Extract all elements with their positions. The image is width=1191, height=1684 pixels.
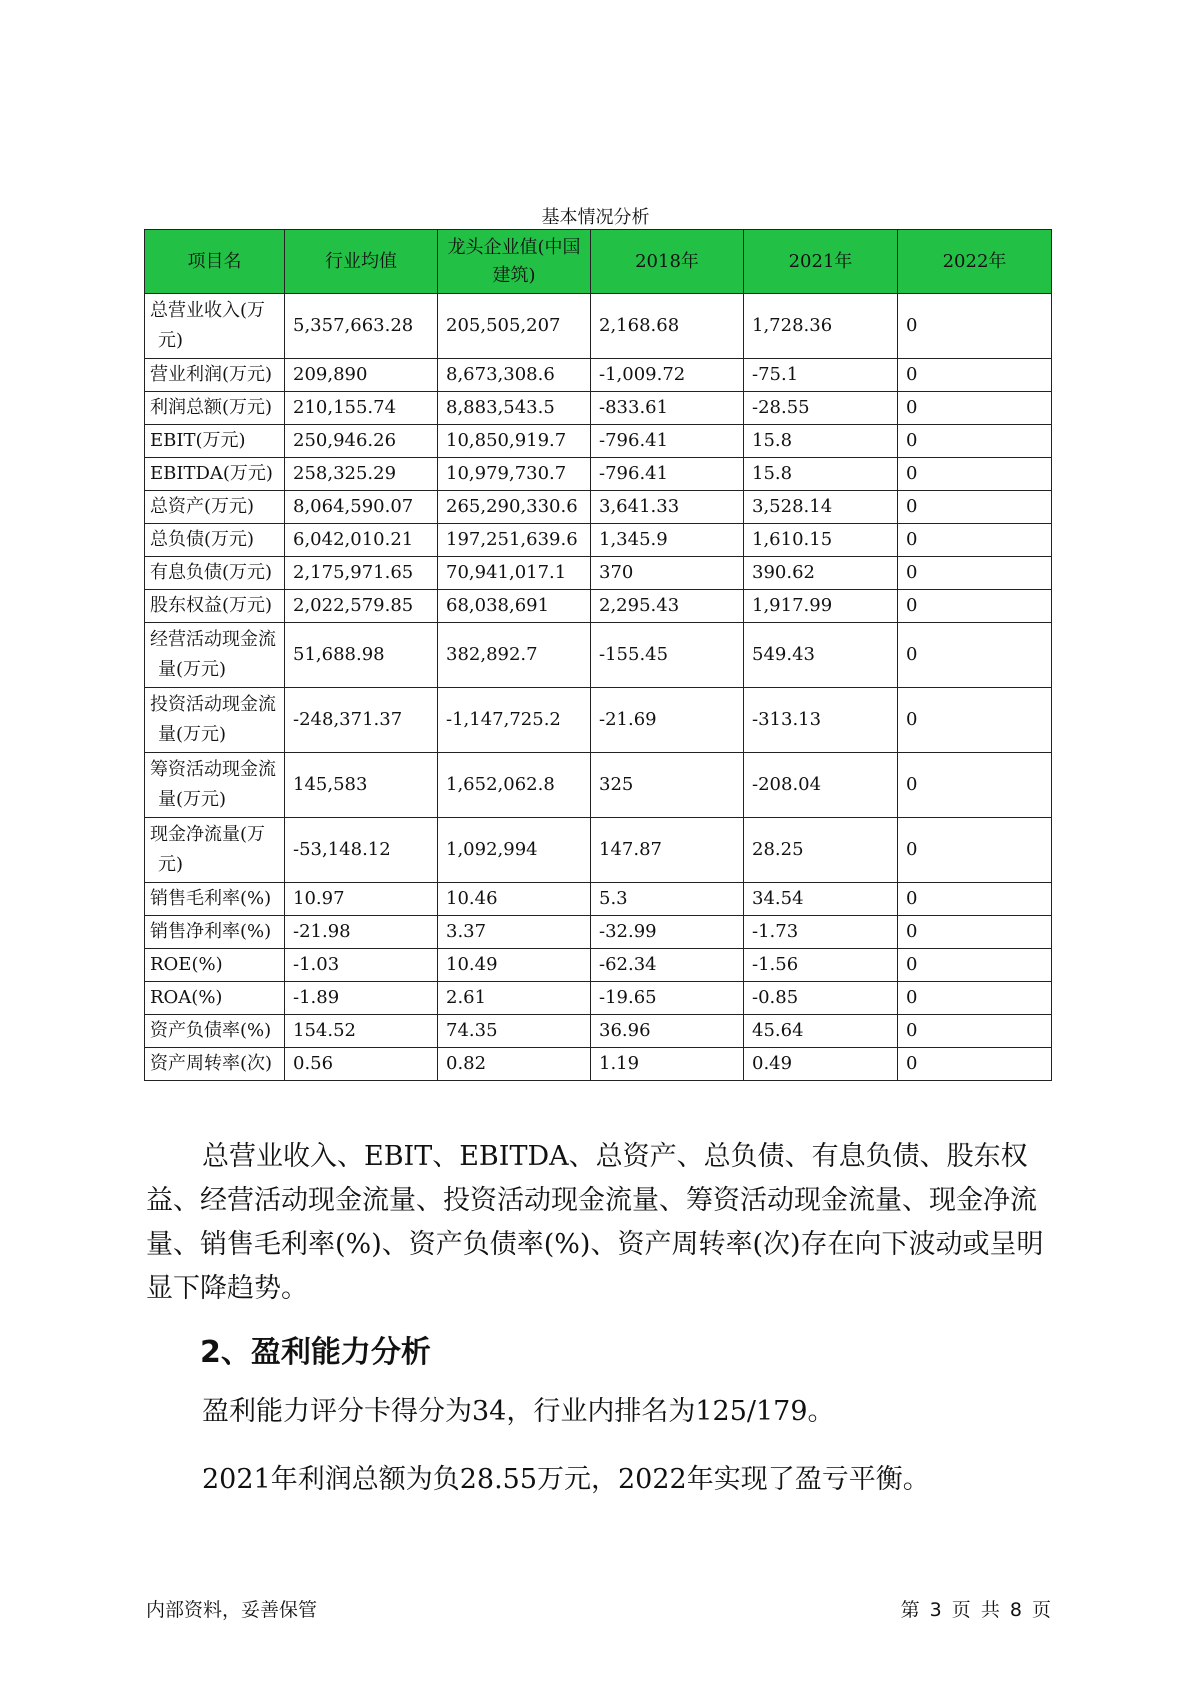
table-cell: -1.56 bbox=[744, 949, 898, 982]
table-cell: 145,583 bbox=[285, 753, 438, 818]
table-cell: 0.56 bbox=[285, 1048, 438, 1081]
row-label bbox=[145, 458, 285, 491]
footer-page-number: 第 3 页 共 8 页 bbox=[900, 1599, 1051, 1621]
table-cell: -28.55 bbox=[744, 392, 898, 425]
row-label-text: 有息负债(万元) bbox=[150, 562, 273, 583]
table-cell: 2,168.68 bbox=[591, 294, 744, 359]
table-cell: -53,148.12 bbox=[285, 818, 438, 883]
table-cell: 5.3 bbox=[591, 883, 744, 916]
table-row bbox=[145, 883, 1052, 916]
row-label-text: 筹资活动现金流量(万元) bbox=[150, 759, 276, 810]
row-label-text: 总负债(万元) bbox=[150, 529, 255, 550]
profit-paragraph: 2021年利润总额为负28.55万元，2022年实现了盈亏平衡。 bbox=[202, 1464, 930, 1495]
table-cell: 36.96 bbox=[591, 1015, 744, 1048]
table-cell: 549.43 bbox=[744, 623, 898, 688]
table-cell: 0 bbox=[898, 753, 1052, 818]
table-cell: 2.61 bbox=[438, 982, 591, 1015]
table-row bbox=[145, 623, 1052, 688]
table-cell: 28.25 bbox=[744, 818, 898, 883]
table-cell: 1,917.99 bbox=[744, 590, 898, 623]
row-label-text: 股东权益(万元) bbox=[150, 595, 273, 616]
row-label bbox=[145, 524, 285, 557]
table-cell: 15.8 bbox=[744, 458, 898, 491]
table-cell: 390.62 bbox=[744, 557, 898, 590]
table-row bbox=[145, 294, 1052, 359]
row-label-text: 总营业收入(万元) bbox=[150, 300, 266, 351]
table-cell: 209,890 bbox=[285, 359, 438, 392]
table-cell: 0 bbox=[898, 491, 1052, 524]
table-cell: -0.85 bbox=[744, 982, 898, 1015]
table-cell: 0 bbox=[898, 623, 1052, 688]
table-row bbox=[145, 425, 1052, 458]
basic-analysis-table bbox=[144, 229, 1052, 1081]
table-row bbox=[145, 1048, 1052, 1081]
table-cell: 70,941,017.1 bbox=[438, 557, 591, 590]
table-cell: 1,652,062.8 bbox=[438, 753, 591, 818]
table-cell: 0 bbox=[898, 883, 1052, 916]
table-row bbox=[145, 590, 1052, 623]
row-label-text: EBITDA(万元) bbox=[150, 463, 273, 484]
table-cell: 10.97 bbox=[285, 883, 438, 916]
row-label-text: EBIT(万元) bbox=[150, 430, 246, 451]
row-label-text: 利润总额(万元) bbox=[150, 397, 273, 418]
table-cell: 10.49 bbox=[438, 949, 591, 982]
row-label-text: 销售毛利率(%) bbox=[150, 888, 272, 909]
table-cell: 8,064,590.07 bbox=[285, 491, 438, 524]
table-cell: -248,371.37 bbox=[285, 688, 438, 753]
col-header-2018: 2018年 bbox=[591, 230, 744, 294]
table-cell: 8,673,308.6 bbox=[438, 359, 591, 392]
table-cell: 0 bbox=[898, 359, 1052, 392]
table-cell: 0 bbox=[898, 1015, 1052, 1048]
table-cell: 2,295.43 bbox=[591, 590, 744, 623]
table-cell: 0 bbox=[898, 425, 1052, 458]
row-label bbox=[145, 949, 285, 982]
table-cell: 370 bbox=[591, 557, 744, 590]
table-cell: 8,883,543.5 bbox=[438, 392, 591, 425]
table-header-row bbox=[145, 230, 1052, 294]
row-label bbox=[145, 392, 285, 425]
row-label-text: 营业利润(万元) bbox=[150, 364, 273, 385]
table-cell: 1,092,994 bbox=[438, 818, 591, 883]
table-cell: 1,728.36 bbox=[744, 294, 898, 359]
row-label bbox=[145, 1015, 285, 1048]
table-cell: 1,610.15 bbox=[744, 524, 898, 557]
table-cell: 0 bbox=[898, 294, 1052, 359]
table-cell: -1,009.72 bbox=[591, 359, 744, 392]
table-cell: -833.61 bbox=[591, 392, 744, 425]
table-cell: -313.13 bbox=[744, 688, 898, 753]
table-cell: 325 bbox=[591, 753, 744, 818]
row-label-text: 资产负债率(%) bbox=[150, 1020, 272, 1041]
row-label bbox=[145, 557, 285, 590]
table-cell: -62.34 bbox=[591, 949, 744, 982]
row-label-text: 现金净流量(万元) bbox=[150, 824, 266, 875]
table-cell: -75.1 bbox=[744, 359, 898, 392]
table-cell: 0 bbox=[898, 557, 1052, 590]
row-label-text: 经营活动现金流量(万元) bbox=[150, 629, 276, 680]
table-cell: 0 bbox=[898, 688, 1052, 753]
footer-confidential: 内部资料，妥善保管 bbox=[146, 1599, 318, 1621]
table-cell: 265,290,330.6 bbox=[438, 491, 591, 524]
col-header-item: 项目名 bbox=[145, 230, 285, 294]
table-cell: 3,528.14 bbox=[744, 491, 898, 524]
col-header-industry-avg: 行业均值 bbox=[285, 230, 438, 294]
table-row bbox=[145, 818, 1052, 883]
row-label-text: 总资产(万元) bbox=[150, 496, 255, 517]
table-cell: 197,251,639.6 bbox=[438, 524, 591, 557]
table-cell: 205,505,207 bbox=[438, 294, 591, 359]
row-label-text: ROE(%) bbox=[150, 954, 223, 975]
table-cell: 0.49 bbox=[744, 1048, 898, 1081]
table-row bbox=[145, 392, 1052, 425]
col-header-leader-value: 龙头企业值(中国建筑) bbox=[438, 230, 591, 294]
table-row bbox=[145, 949, 1052, 982]
table-row bbox=[145, 753, 1052, 818]
score-paragraph: 盈利能力评分卡得分为34，行业内排名为125/179。 bbox=[202, 1396, 835, 1427]
row-label-text: ROA(%) bbox=[150, 987, 223, 1008]
row-label bbox=[145, 1048, 285, 1081]
row-label-text: 投资活动现金流量(万元) bbox=[150, 694, 276, 745]
table-cell: -1,147,725.2 bbox=[438, 688, 591, 753]
table-cell: -19.65 bbox=[591, 982, 744, 1015]
table-cell: 0 bbox=[898, 1048, 1052, 1081]
table-cell: -1.89 bbox=[285, 982, 438, 1015]
table-cell: 3,641.33 bbox=[591, 491, 744, 524]
table-cell: 68,038,691 bbox=[438, 590, 591, 623]
table-cell: 210,155.74 bbox=[285, 392, 438, 425]
table-cell: 0 bbox=[898, 818, 1052, 883]
table-cell: 51,688.98 bbox=[285, 623, 438, 688]
table-row bbox=[145, 916, 1052, 949]
table-cell: 74.35 bbox=[438, 1015, 591, 1048]
table-row bbox=[145, 524, 1052, 557]
table-row bbox=[145, 557, 1052, 590]
table-cell: 258,325.29 bbox=[285, 458, 438, 491]
table-cell: 382,892.7 bbox=[438, 623, 591, 688]
row-label bbox=[145, 623, 285, 688]
row-label bbox=[145, 883, 285, 916]
table-cell: -1.03 bbox=[285, 949, 438, 982]
table-cell: -155.45 bbox=[591, 623, 744, 688]
table-cell: 0 bbox=[898, 392, 1052, 425]
row-label bbox=[145, 916, 285, 949]
table-cell: 0 bbox=[898, 458, 1052, 491]
table-cell: 154.52 bbox=[285, 1015, 438, 1048]
table-cell: 147.87 bbox=[591, 818, 744, 883]
table-cell: -1.73 bbox=[744, 916, 898, 949]
row-label bbox=[145, 818, 285, 883]
table-cell: 34.54 bbox=[744, 883, 898, 916]
table-cell: 10,979,730.7 bbox=[438, 458, 591, 491]
table-cell: 10,850,919.7 bbox=[438, 425, 591, 458]
row-label bbox=[145, 359, 285, 392]
table-row bbox=[145, 491, 1052, 524]
table-row bbox=[145, 982, 1052, 1015]
table-cell: 1,345.9 bbox=[591, 524, 744, 557]
table-cell: 6,042,010.21 bbox=[285, 524, 438, 557]
row-label bbox=[145, 491, 285, 524]
row-label bbox=[145, 753, 285, 818]
col-header-2022: 2022年 bbox=[898, 230, 1052, 294]
row-label-text: 销售净利率(%) bbox=[150, 921, 272, 942]
table-cell: 0 bbox=[898, 590, 1052, 623]
table-body bbox=[145, 294, 1052, 1081]
table-cell: 2,022,579.85 bbox=[285, 590, 438, 623]
table-cell: 0 bbox=[898, 982, 1052, 1015]
row-label bbox=[145, 688, 285, 753]
table-cell: 1.19 bbox=[591, 1048, 744, 1081]
table-cell: -21.69 bbox=[591, 688, 744, 753]
table-cell: 15.8 bbox=[744, 425, 898, 458]
row-label bbox=[145, 425, 285, 458]
table-row bbox=[145, 359, 1052, 392]
table-cell: 5,357,663.28 bbox=[285, 294, 438, 359]
trend-paragraph: 总营业收入、EBIT、EBITDA、总资产、总负债、有息负债、股东权益、经营活动现金流量、投资活动现金流量、筹资活动现金流量、现金净流量、销售毛利率(%)、资产负债率(%)、资产周转率(次)存在向下波动或呈明显下降趋势。 bbox=[146, 1141, 1044, 1304]
table-cell: 3.37 bbox=[438, 916, 591, 949]
table-row bbox=[145, 1015, 1052, 1048]
table-caption: 基本情况分析 bbox=[541, 207, 650, 228]
table-cell: -208.04 bbox=[744, 753, 898, 818]
table-cell: 0 bbox=[898, 949, 1052, 982]
row-label bbox=[145, 294, 285, 359]
table-cell: -796.41 bbox=[591, 458, 744, 491]
table-row bbox=[145, 458, 1052, 491]
row-label bbox=[145, 590, 285, 623]
table-cell: 0 bbox=[898, 916, 1052, 949]
table-cell: -21.98 bbox=[285, 916, 438, 949]
col-header-2021: 2021年 bbox=[744, 230, 898, 294]
table-cell: 0 bbox=[898, 524, 1052, 557]
table-cell: -796.41 bbox=[591, 425, 744, 458]
table-row bbox=[145, 688, 1052, 753]
row-label bbox=[145, 982, 285, 1015]
table-cell: 250,946.26 bbox=[285, 425, 438, 458]
table-cell: -32.99 bbox=[591, 916, 744, 949]
table-cell: 0.82 bbox=[438, 1048, 591, 1081]
table-cell: 2,175,971.65 bbox=[285, 557, 438, 590]
table-cell: 10.46 bbox=[438, 883, 591, 916]
section-heading: 2、盈利能力分析 bbox=[200, 1335, 431, 1370]
table-cell: 45.64 bbox=[744, 1015, 898, 1048]
row-label-text: 资产周转率(次) bbox=[150, 1053, 273, 1074]
